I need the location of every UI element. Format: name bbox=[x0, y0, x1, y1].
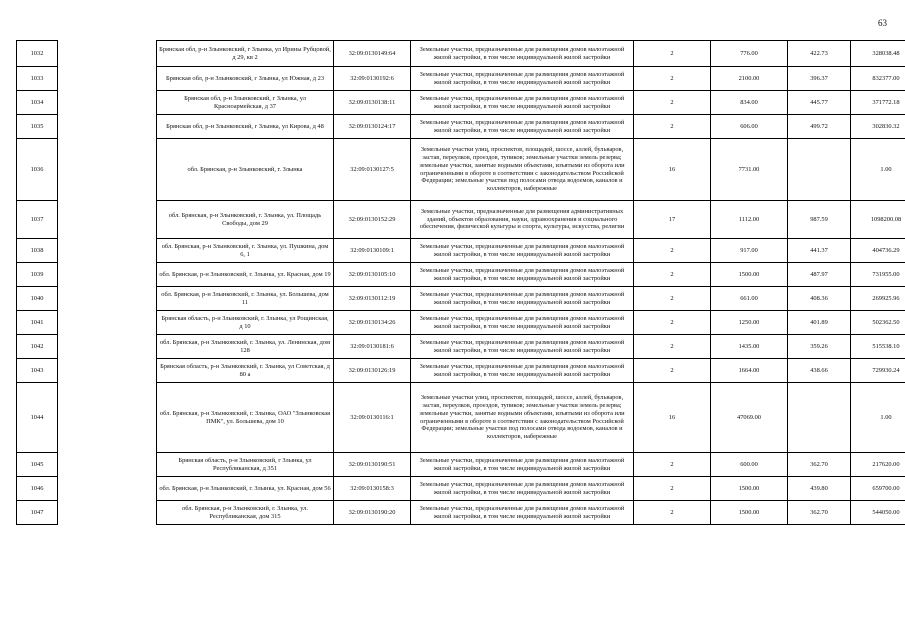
use-code-cell: 2 bbox=[634, 311, 711, 335]
land-use-cell: Земельные участки, предназначенные для размещения домов малоэтажной жилой застройки, в том числе индивидуальной жилой застройки bbox=[411, 501, 634, 525]
row-number: 1037 bbox=[17, 201, 58, 239]
area-cell: 776.00 bbox=[711, 41, 788, 67]
address-cell: Брянская область, р-н Злынковский, г Злынка, ул Республиканская, д 351 bbox=[157, 453, 334, 477]
area-cell: 7731.00 bbox=[711, 139, 788, 201]
row-number: 1033 bbox=[17, 67, 58, 91]
unit-value-cell bbox=[788, 383, 851, 453]
cadastral-number-cell: 32:09:0130109:1 bbox=[334, 239, 411, 263]
land-use-cell: Земельные участки улиц, проспектов, площадей, шоссе, аллей, бульваров, застав, переулков, проездов, тупиков; земельные участки земель резерва; земельные участки, занятые водными объектами, изъятыми из оборота или ограниченными в обороте в соответствии с законодательством Российской Федерации; земельные участки под полосами отвода водоемов, каналов и коллекторов, набережные bbox=[411, 139, 634, 201]
address-cell: обл. Брянская, р-н Злынковский, г. Злынка, ул. Республиканская, дом 315 bbox=[157, 501, 334, 525]
table-row bbox=[17, 287, 905, 311]
area-cell: 47069.00 bbox=[711, 383, 788, 453]
land-use-cell: Земельные участки, предназначенные для размещения домов малоэтажной жилой застройки, в том числе индивидуальной жилой застройки bbox=[411, 453, 634, 477]
table-row bbox=[17, 383, 905, 453]
area-cell: 606.00 bbox=[711, 115, 788, 139]
land-use-cell: Земельные участки улиц, проспектов, площадей, шоссе, аллей, бульваров, застав, переулков, проездов, тупиков; земельные участки земель резерва; земельные участки, занятые водными объектами, изъятыми из оборота или ограниченными в обороте в соответствии с законодательством Российской Федерации; земельные участки под полосами отвода водоемов, каналов и коллекторов, набережные bbox=[411, 383, 634, 453]
address-cell: Брянская обл, р-н Злынковский, г Злынка, ул Южная, д 23 bbox=[157, 67, 334, 91]
unit-value-cell: 441.37 bbox=[788, 239, 851, 263]
row-number: 1032 bbox=[17, 41, 58, 67]
area-cell: 1435.00 bbox=[711, 335, 788, 359]
cadastral-number-cell: 32:09:0130190:20 bbox=[334, 501, 411, 525]
cadastral-value-cell: 1.00 bbox=[851, 139, 905, 201]
area-cell: 834.00 bbox=[711, 91, 788, 115]
address-cell: обл. Брянская, р-н Злынковский, г. Злынка, ул. Большева, дом 11 bbox=[157, 287, 334, 311]
land-use-cell: Земельные участки, предназначенные для размещения домов малоэтажной жилой застройки, в том числе индивидуальной жилой застройки bbox=[411, 91, 634, 115]
cadastral-number-cell: 32:09:0130192:6 bbox=[334, 67, 411, 91]
address-cell: Брянская обл, р-н Злынковский, г Злынка, ул Ирины Рубцовой, д 29, кв 2 bbox=[157, 41, 334, 67]
table-row bbox=[17, 335, 905, 359]
unit-value-cell: 396.37 bbox=[788, 67, 851, 91]
table-row bbox=[17, 477, 905, 501]
address-cell: Брянская обл, р-н Злынковский, г Злынка, ул Кирова, д 48 bbox=[157, 115, 334, 139]
unit-value-cell: 499.72 bbox=[788, 115, 851, 139]
land-use-cell: Земельные участки, предназначенные для размещения домов малоэтажной жилой застройки, в том числе индивидуальной жилой застройки bbox=[411, 477, 634, 501]
row-number: 1043 bbox=[17, 359, 58, 383]
address-cell: обл. Брянская, р-н Злынковский, г. Злынка, ул. Пушкина, дом 6, 1 bbox=[157, 239, 334, 263]
row-number: 1036 bbox=[17, 139, 58, 201]
blank-column bbox=[58, 359, 157, 383]
area-cell: 917.00 bbox=[711, 239, 788, 263]
cadastral-value-cell: 328038.48 bbox=[851, 41, 905, 67]
row-number: 1038 bbox=[17, 239, 58, 263]
cadastral-value-cell: 302830.32 bbox=[851, 115, 905, 139]
blank-column bbox=[58, 263, 157, 287]
table-row bbox=[17, 91, 905, 115]
area-cell: 2100.00 bbox=[711, 67, 788, 91]
blank-column bbox=[58, 453, 157, 477]
blank-column bbox=[58, 239, 157, 263]
blank-column bbox=[58, 115, 157, 139]
cadastral-number-cell: 32:09:0130190:51 bbox=[334, 453, 411, 477]
table-row bbox=[17, 501, 905, 525]
page-number: 63 bbox=[878, 18, 887, 28]
row-number: 1040 bbox=[17, 287, 58, 311]
unit-value-cell: 362.70 bbox=[788, 453, 851, 477]
address-cell: обл. Брянская, р-н Злынковский, г. Злынка, ул. Красная, дом 19 bbox=[157, 263, 334, 287]
address-cell: обл. Брянская, р-н Злынковский, г. Злынка, ул. Красная, дом 56 bbox=[157, 477, 334, 501]
cadastral-number-cell: 32:09:0130134:26 bbox=[334, 311, 411, 335]
area-cell: 661.00 bbox=[711, 287, 788, 311]
blank-column bbox=[58, 91, 157, 115]
use-code-cell: 2 bbox=[634, 453, 711, 477]
use-code-cell: 2 bbox=[634, 335, 711, 359]
table-row bbox=[17, 311, 905, 335]
row-number: 1039 bbox=[17, 263, 58, 287]
cadastral-value-cell: 729930.24 bbox=[851, 359, 905, 383]
cadastral-value-cell: 544050.00 bbox=[851, 501, 905, 525]
unit-value-cell: 408.36 bbox=[788, 287, 851, 311]
land-use-cell: Земельные участки, предназначенные для размещения домов малоэтажной жилой застройки, в том числе индивидуальной жилой застройки bbox=[411, 263, 634, 287]
use-code-cell: 2 bbox=[634, 263, 711, 287]
land-use-cell: Земельные участки, предназначенные для размещения домов малоэтажной жилой застройки, в том числе индивидуальной жилой застройки bbox=[411, 287, 634, 311]
area-cell: 1500.00 bbox=[711, 501, 788, 525]
cadastral-number-cell: 32:09:0130158:3 bbox=[334, 477, 411, 501]
blank-column bbox=[58, 383, 157, 453]
blank-column bbox=[58, 41, 157, 67]
table-row bbox=[17, 453, 905, 477]
land-use-cell: Земельные участки, предназначенные для размещения домов малоэтажной жилой застройки, в том числе индивидуальной жилой застройки bbox=[411, 239, 634, 263]
address-cell: обл. Брянская, р-н Злынковский, г. Злынка, ул. Ленинская, дом 128 bbox=[157, 335, 334, 359]
cadastral-value-cell: 832377.00 bbox=[851, 67, 905, 91]
use-code-cell: 2 bbox=[634, 501, 711, 525]
address-cell: обл. Брянская, р-н Злынковский, г. Злынка, ОАО "Злынковская ПМК", ул. Большева, дом 10 bbox=[157, 383, 334, 453]
unit-value-cell: 487.97 bbox=[788, 263, 851, 287]
blank-column bbox=[58, 287, 157, 311]
area-cell: 1500.00 bbox=[711, 263, 788, 287]
use-code-cell: 16 bbox=[634, 383, 711, 453]
unit-value-cell: 359.26 bbox=[788, 335, 851, 359]
row-number: 1041 bbox=[17, 311, 58, 335]
use-code-cell: 2 bbox=[634, 359, 711, 383]
table-row bbox=[17, 359, 905, 383]
address-cell: Брянская обл, р-н Злынковский, г Злынка, ул Красноармейская, д 37 bbox=[157, 91, 334, 115]
cadastral-number-cell: 32:09:0130116:1 bbox=[334, 383, 411, 453]
use-code-cell: 16 bbox=[634, 139, 711, 201]
unit-value-cell: 401.89 bbox=[788, 311, 851, 335]
table-body bbox=[17, 41, 905, 525]
land-use-cell: Земельные участки, предназначенные для размещения домов малоэтажной жилой застройки, в том числе индивидуальной жилой застройки bbox=[411, 115, 634, 139]
cadastral-number-cell: 32:09:0130112:19 bbox=[334, 287, 411, 311]
use-code-cell: 17 bbox=[634, 201, 711, 239]
use-code-cell: 2 bbox=[634, 239, 711, 263]
cadastral-number-cell: 32:09:0130124:17 bbox=[334, 115, 411, 139]
area-cell: 1250.00 bbox=[711, 311, 788, 335]
address-cell: Брянская область, р-н Злынковский, г. Злынка, ул Советская, д 80 а bbox=[157, 359, 334, 383]
blank-column bbox=[58, 67, 157, 91]
cadastral-number-cell: 32:09:0130138:11 bbox=[334, 91, 411, 115]
use-code-cell: 2 bbox=[634, 41, 711, 67]
table-row bbox=[17, 41, 905, 67]
unit-value-cell: 445.77 bbox=[788, 91, 851, 115]
table-row bbox=[17, 115, 905, 139]
blank-column bbox=[58, 477, 157, 501]
cadastral-value-cell: 1098200.08 bbox=[851, 201, 905, 239]
table-row bbox=[17, 201, 905, 239]
table-row bbox=[17, 139, 905, 201]
address-cell: обл. Брянская, р-н Злынковский, г. Злынка, ул. Площадь Свободы, дом 29 bbox=[157, 201, 334, 239]
use-code-cell: 2 bbox=[634, 91, 711, 115]
land-use-cell: Земельные участки, предназначенные для размещения домов малоэтажной жилой застройки, в том числе индивидуальной жилой застройки bbox=[411, 335, 634, 359]
blank-column bbox=[58, 311, 157, 335]
cadastral-value-cell: 269925.96 bbox=[851, 287, 905, 311]
row-number: 1042 bbox=[17, 335, 58, 359]
area-cell: 1664.00 bbox=[711, 359, 788, 383]
cadastral-value-cell: 404736.29 bbox=[851, 239, 905, 263]
address-cell: обл. Брянская, р-н Злынковский, г. Злынка bbox=[157, 139, 334, 201]
row-number: 1046 bbox=[17, 477, 58, 501]
row-number: 1034 bbox=[17, 91, 58, 115]
unit-value-cell bbox=[788, 139, 851, 201]
row-number: 1035 bbox=[17, 115, 58, 139]
cadastral-number-cell: 32:09:0130181:6 bbox=[334, 335, 411, 359]
land-use-cell: Земельные участки, предназначенные для размещения домов малоэтажной жилой застройки, в том числе индивидуальной жилой застройки bbox=[411, 359, 634, 383]
cadastral-value-cell: 371772.18 bbox=[851, 91, 905, 115]
cadastral-number-cell: 32:09:0130149:64 bbox=[334, 41, 411, 67]
cadastral-value-cell: 659700.00 bbox=[851, 477, 905, 501]
blank-column bbox=[58, 139, 157, 201]
row-number: 1044 bbox=[17, 383, 58, 453]
table-row bbox=[17, 67, 905, 91]
cadastral-value-cell: 731955.00 bbox=[851, 263, 905, 287]
unit-value-cell: 987.59 bbox=[788, 201, 851, 239]
cadastral-value-cell: 1.00 bbox=[851, 383, 905, 453]
use-code-cell: 2 bbox=[634, 115, 711, 139]
unit-value-cell: 439.80 bbox=[788, 477, 851, 501]
land-use-cell: Земельные участки, предназначенные для размещения домов малоэтажной жилой застройки, в том числе индивидуальной жилой застройки bbox=[411, 67, 634, 91]
unit-value-cell: 438.66 bbox=[788, 359, 851, 383]
use-code-cell: 2 bbox=[634, 67, 711, 91]
unit-value-cell: 362.70 bbox=[788, 501, 851, 525]
table-row bbox=[17, 263, 905, 287]
address-cell: Брянская область, р-н Злынковский, г. Злынка, ул Рощинская, д 10 bbox=[157, 311, 334, 335]
table-row bbox=[17, 239, 905, 263]
row-number: 1047 bbox=[17, 501, 58, 525]
row-number: 1045 bbox=[17, 453, 58, 477]
cadastral-number-cell: 32:09:0130105:10 bbox=[334, 263, 411, 287]
cadastral-value-cell: 502362.50 bbox=[851, 311, 905, 335]
land-use-cell: Земельные участки, предназначенные для размещения административных зданий, объектов образования, науки, здравоохранения и социального обеспечения, физической культуры и спорта, культуры, искусства, религии bbox=[411, 201, 634, 239]
cadastral-number-cell: 32:09:0130126:19 bbox=[334, 359, 411, 383]
area-cell: 600.00 bbox=[711, 453, 788, 477]
cadastral-value-cell: 217620.00 bbox=[851, 453, 905, 477]
land-use-cell: Земельные участки, предназначенные для размещения домов малоэтажной жилой застройки, в том числе индивидуальной жилой застройки bbox=[411, 311, 634, 335]
land-use-cell: Земельные участки, предназначенные для размещения домов малоэтажной жилой застройки, в том числе индивидуальной жилой застройки bbox=[411, 41, 634, 67]
land-plot-table bbox=[16, 40, 905, 525]
cadastral-number-cell: 32:09:0130152:29 bbox=[334, 201, 411, 239]
blank-column bbox=[58, 335, 157, 359]
cadastral-value-cell: 515538.10 bbox=[851, 335, 905, 359]
area-cell: 1112.00 bbox=[711, 201, 788, 239]
cadastral-number-cell: 32:09:0130127:5 bbox=[334, 139, 411, 201]
unit-value-cell: 422.73 bbox=[788, 41, 851, 67]
area-cell: 1500.00 bbox=[711, 477, 788, 501]
use-code-cell: 2 bbox=[634, 477, 711, 501]
blank-column bbox=[58, 501, 157, 525]
use-code-cell: 2 bbox=[634, 287, 711, 311]
blank-column bbox=[58, 201, 157, 239]
